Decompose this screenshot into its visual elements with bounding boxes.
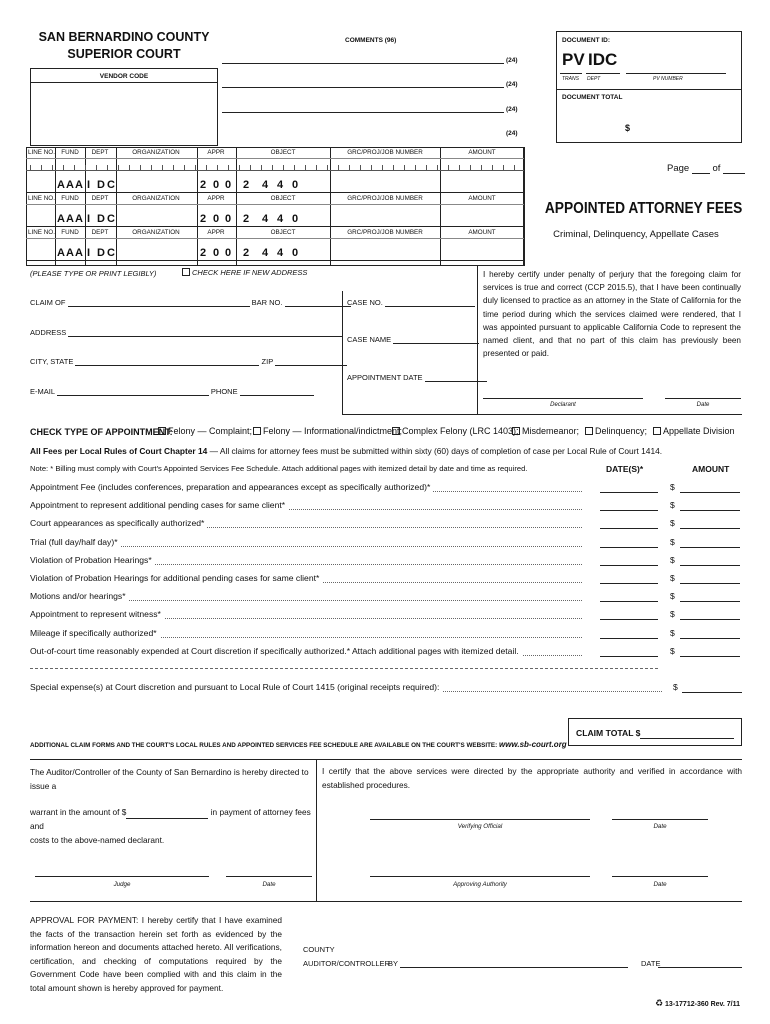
- new-address-label: CHECK HERE IF NEW ADDRESS: [192, 268, 308, 277]
- auditor-text3: costs to the above-named declarant.: [30, 835, 165, 845]
- address-field[interactable]: [68, 336, 343, 337]
- fee-item-label: Violation of Probation Hearings*: [30, 555, 155, 565]
- bar-no-label: BAR NO.: [251, 298, 283, 307]
- dates-header: DATE(S)*: [606, 464, 644, 474]
- declarant-date-line[interactable]: [665, 398, 741, 399]
- verification-text: I certify that the above services were directed by the appropriate authority and verified in accordance with established procedures.: [322, 766, 742, 790]
- complex-felony-checkbox[interactable]: [392, 427, 400, 435]
- verifying-date-line[interactable]: [612, 819, 708, 820]
- fee-item-row: [30, 607, 742, 625]
- document-id-box: [556, 31, 742, 143]
- grid-column-label: FUND: [61, 195, 79, 202]
- comment-limit: (24): [506, 130, 518, 137]
- appr-code-char: 0: [225, 213, 232, 225]
- appt-option-felony-info: [253, 426, 402, 436]
- grid-column-label: APPR: [207, 229, 225, 236]
- option-label: Felony — Informational/indictment;: [263, 426, 403, 436]
- appointment-date-label: APPOINTMENT DATE: [347, 373, 423, 382]
- fee-item-amount-field[interactable]: [680, 528, 740, 529]
- appr-code-char: 0: [213, 247, 220, 259]
- appr-code-char: 0: [225, 179, 232, 191]
- fee-item-dates-field[interactable]: [600, 510, 658, 511]
- grid-column-label: ORGANIZATION: [132, 195, 180, 202]
- amount-header: AMOUNT: [692, 464, 730, 474]
- judge-label: Judge: [113, 881, 131, 888]
- fee-item-dollar: $: [670, 482, 675, 492]
- appr-code-char: 0: [213, 179, 220, 191]
- judge-date-line[interactable]: [226, 876, 312, 877]
- fee-item-label: Appointment to represent witness*: [30, 609, 164, 619]
- page-number: [667, 163, 745, 174]
- grid-column-label: DEPT: [91, 149, 109, 156]
- approval-text: APPROVAL FOR PAYMENT: I hereby certify that I have examined the facts of the transaction herein set forth as evidenced by the information hereon and documents attached hereto. All verifications, certification, and checking of computations required by the Government Code have been complied with and this claim in the total amount shown is hereby approved for payment.: [30, 915, 282, 993]
- verifying-official-label: Verifying Official: [457, 823, 503, 830]
- dept-code-char: I: [87, 213, 91, 225]
- grid-column-label: APPR: [207, 195, 225, 202]
- print-note: (PLEASE TYPE OR PRINT LEGIBLY): [30, 269, 157, 278]
- dept-code-char: I: [87, 247, 91, 259]
- appt-option-complex-felony: [392, 426, 519, 436]
- fund-code-char: A: [66, 213, 74, 225]
- fee-item-dollar: $: [670, 536, 675, 547]
- recycle-icon: ♻: [655, 998, 664, 1008]
- fee-item-amount-field[interactable]: [680, 619, 740, 620]
- grid-column-label: LINE NO.: [28, 229, 55, 236]
- grid-column-label: DEPT: [91, 229, 109, 236]
- dept-code-char: D: [97, 179, 105, 191]
- object-code-char: 4: [277, 247, 284, 259]
- fee-item-label: Appointment Fee (includes conferences, preparation and appearances except as specifically authorized)*: [30, 482, 433, 492]
- form-title: APPOINTED ATTORNEY FEES: [544, 200, 743, 217]
- approval-date-line[interactable]: [658, 967, 742, 968]
- fee-item-dates-field[interactable]: [600, 601, 658, 602]
- zip-field[interactable]: [275, 365, 347, 366]
- dept-code-char: C: [107, 213, 115, 225]
- court-name-line2: SUPERIOR COURT: [67, 47, 181, 61]
- grid-column-label: OBJECT: [270, 229, 296, 236]
- comment-limit: (24): [506, 57, 518, 64]
- object-code-char: 0: [292, 179, 299, 191]
- approval-date-label: DATE: [641, 959, 661, 968]
- fee-item-dollar: $: [670, 609, 675, 620]
- misdemeanor-checkbox[interactable]: [512, 427, 520, 435]
- felony-info-checkbox[interactable]: [253, 427, 261, 435]
- delinquency-checkbox[interactable]: [585, 427, 593, 435]
- comment-limit: (24): [506, 81, 518, 88]
- address-label: ADDRESS: [30, 328, 67, 337]
- grid-column-label: LINE NO.: [28, 195, 55, 202]
- appt-option-felony-complaint: [158, 426, 252, 436]
- fee-item-dollar: $: [670, 573, 675, 583]
- website-link[interactable]: www.sb-court.org: [498, 740, 567, 749]
- appr-code-char: 2: [200, 213, 207, 225]
- pv-number-label: PV NUMBER: [653, 76, 683, 82]
- fee-item-dollar: $: [670, 645, 675, 656]
- option-label: Felony — Complaint;: [168, 426, 253, 436]
- approving-date-line[interactable]: [612, 876, 708, 877]
- option-label: Delinquency;: [595, 426, 648, 436]
- fee-item-row: [30, 644, 742, 662]
- appointment-date-row: [347, 373, 487, 382]
- fund-code-char: A: [66, 179, 74, 191]
- fee-item-dates-field[interactable]: [600, 656, 658, 657]
- fee-item-label: Trial (full day/half day)*: [30, 537, 121, 547]
- grid-column-label: AMOUNT: [468, 149, 496, 156]
- page-total-field[interactable]: [723, 173, 745, 174]
- court-name-line1: SAN BERNARDINO COUNTY: [38, 30, 210, 44]
- judge-signature-line[interactable]: [35, 876, 209, 877]
- case-name-label: CASE NAME: [347, 335, 392, 344]
- grid-entry-line[interactable]: [26, 226, 524, 227]
- grid-column-label: LINE NO.: [28, 149, 55, 156]
- fee-item-dollar: $: [670, 518, 675, 529]
- option-label: Complex Felony (LRC 1403);: [402, 426, 519, 436]
- object-code-char: 2: [243, 213, 250, 225]
- grid-column-label: GRC/PROJ/JOB NUMBER: [347, 149, 423, 156]
- by-label: BY: [388, 959, 399, 968]
- object-code-char: 2: [243, 179, 250, 191]
- city-state-label: CITY, STATE: [30, 357, 74, 366]
- fee-item-label: Violation of Probation Hearings for additional pending cases for same client*: [30, 573, 322, 583]
- fee-item-amount-field[interactable]: [680, 510, 740, 511]
- grid-column-label: AMOUNT: [468, 229, 496, 236]
- city-state-field[interactable]: [75, 365, 259, 366]
- grid-column-label: ORGANIZATION: [132, 229, 180, 236]
- trans-label: TRANS: [562, 76, 579, 82]
- page-field[interactable]: [692, 173, 710, 174]
- form-subtitle: Criminal, Delinquency, Appellate Cases: [553, 229, 719, 240]
- dept-code-char: D: [97, 247, 105, 259]
- judge-date-label: Date: [262, 881, 276, 888]
- declarant-signature-line[interactable]: [483, 398, 643, 399]
- doc-code-trans: PV: [562, 50, 585, 69]
- fee-item-amount-field[interactable]: [680, 638, 740, 639]
- comment-limit: (24): [506, 106, 518, 113]
- form-number-text: 13-17712-360 Rev. 7/11: [665, 1001, 741, 1008]
- fund-code-char: A: [57, 213, 65, 225]
- grid-entry-line[interactable]: [26, 260, 524, 261]
- fee-item-amount-field[interactable]: [680, 656, 740, 657]
- fee-item-dollar: $: [670, 627, 675, 638]
- vendor-code-label: VENDOR CODE: [99, 73, 149, 80]
- object-code-char: 4: [277, 213, 284, 225]
- appt-option-delinquency: [585, 426, 647, 436]
- fee-item-row: [30, 626, 742, 644]
- fee-item-amount-field[interactable]: [680, 565, 740, 566]
- appointment-type-label: CHECK TYPE OF APPOINTMENT:: [30, 427, 173, 437]
- grid-column-label: OBJECT: [270, 149, 296, 156]
- appr-code-char: 2: [200, 247, 207, 259]
- bar-no-field[interactable]: [285, 306, 351, 307]
- fee-item-row: [30, 498, 742, 516]
- claim-of-field[interactable]: [68, 306, 250, 307]
- local-rules-rest: — All claims for attorney fees must be submitted within sixty (60) days of completion of case per Local Rule of Court 1414.: [207, 446, 663, 456]
- fee-item-label: Out-of-court time reasonably expended at Court discretion if specifically authorized.* Attach additional pages with itemized detail.: [30, 646, 522, 656]
- claim-total-field[interactable]: [640, 738, 734, 739]
- appt-option-appellate: [653, 426, 735, 436]
- billing-note: Note: * Billing must comply with Court's Appointed Services Fee Schedule. Attach additional pages with itemized detail by date and time as required.: [30, 464, 528, 473]
- grid-entry-line[interactable]: [26, 192, 524, 193]
- of-label: of: [712, 163, 721, 174]
- fee-item-dollar: $: [670, 554, 675, 565]
- grid-column-label: APPR: [207, 149, 225, 156]
- grid-column-label: OBJECT: [270, 195, 296, 202]
- fee-item-label: Mileage if specifically authorized*: [30, 628, 160, 638]
- object-code-char: 4: [262, 247, 269, 259]
- object-code-char: 0: [292, 213, 299, 225]
- auditor-by-line[interactable]: [400, 967, 628, 968]
- fund-code-char: A: [57, 179, 65, 191]
- fee-item-label: Court appearances as specifically authorized*: [30, 518, 207, 528]
- email-row: [30, 387, 314, 396]
- fee-item-dates-field[interactable]: [600, 619, 658, 620]
- new-address-checkbox[interactable]: [182, 268, 190, 276]
- website-note-text: ADDITIONAL CLAIM FORMS AND THE COURT'S LOCAL RULES AND APPOINTED SERVICES FEE SCHEDULE ARE AVAILABLE ON THE COURT'S WEBSITE:: [30, 742, 498, 749]
- case-no-label: CASE NO.: [347, 298, 383, 307]
- verifying-date-label: Date: [653, 823, 667, 830]
- object-code-char: 4: [262, 179, 269, 191]
- declarant-label: Declarant: [550, 402, 576, 408]
- document-id-label: DOCUMENT ID:: [562, 37, 611, 44]
- fee-item-dates-field[interactable]: [600, 638, 658, 639]
- fund-code-char: A: [75, 247, 83, 259]
- fee-item-amount-field[interactable]: [680, 601, 740, 602]
- fee-item-dates-field[interactable]: [600, 565, 658, 566]
- case-no-field[interactable]: [385, 306, 475, 307]
- appt-option-misdemeanor: [512, 426, 579, 436]
- declarant-date-label: Date: [696, 402, 710, 408]
- fee-item-dollar: $: [670, 591, 675, 602]
- new-address-option: [182, 268, 307, 277]
- fee-item-dollar: $: [670, 500, 675, 511]
- auditor-text1: The Auditor/Controller of the County of San Bernardino is hereby directed to issue a: [30, 767, 309, 791]
- verifying-official-line[interactable]: [370, 819, 590, 820]
- approving-date-label: Date: [653, 881, 667, 888]
- fee-item-dates-field[interactable]: [600, 547, 658, 548]
- fee-item-row: [30, 480, 742, 498]
- zip-label: ZIP: [261, 357, 274, 366]
- fee-item-dates-field[interactable]: [600, 528, 658, 529]
- auditor-text2a: warrant in the amount of $: [30, 807, 127, 817]
- special-expense-label: Special expense(s) at Court discretion and pursuant to Local Rule of Court 1415 (original receipts required):: [30, 682, 442, 692]
- grid-column-label: AMOUNT: [468, 195, 496, 202]
- dept-code-char: C: [107, 247, 115, 259]
- appr-code-char: 0: [225, 247, 232, 259]
- certification-text: I hereby certify under penalty of perjury that the foregoing claim for services is true and correct (CCP 2015.5), that I have been continually duly licensed to practice as an attorney in the State of California for the time period during which the services claimed were rendered, that I was appointed pursuant to applicable California Code to represent the named client, and that no part of this claim has previously been presented or paid.: [483, 270, 741, 359]
- special-expense-row: Special expense(s) at Court discretion and pursuant to Local Rule of Court 1415 (original receipts required): $: [30, 680, 742, 698]
- local-rules-text: [30, 446, 662, 456]
- dept-code-char: I: [87, 179, 91, 191]
- fund-code-char: A: [75, 179, 83, 191]
- pv-number-line[interactable]: [626, 73, 726, 74]
- object-code-char: 2: [243, 247, 250, 259]
- fee-item-amount-field[interactable]: [680, 547, 740, 548]
- approving-authority-label: Approving Authority: [453, 881, 507, 888]
- claim-total-label: CLAIM TOTAL $: [576, 728, 641, 738]
- comments-label: COMMENTS (96): [345, 37, 397, 44]
- special-expense-amount[interactable]: [682, 692, 742, 693]
- grid-column-label: GRC/PROJ/JOB NUMBER: [347, 229, 423, 236]
- fee-item-dates-field[interactable]: [600, 492, 658, 493]
- object-code-char: 4: [277, 179, 284, 191]
- dept-label: DEPT: [587, 76, 601, 82]
- comment-line[interactable]: [222, 87, 504, 88]
- phone-field[interactable]: [240, 395, 314, 396]
- fee-item-label: Appointment to represent additional pending cases for same client*: [30, 500, 288, 510]
- auditor-text2b: in payment of attorney fees and: [30, 807, 311, 831]
- document-total-label: DOCUMENT TOTAL: [562, 94, 623, 101]
- fee-item-row: [30, 589, 742, 607]
- fee-item-dates-field[interactable]: [600, 583, 658, 584]
- doc-code-dept: IDC: [588, 50, 618, 69]
- fee-item-row: [30, 553, 742, 571]
- case-name-field[interactable]: [393, 343, 479, 344]
- email-label: E-MAIL: [30, 387, 55, 396]
- fee-item-row: [30, 535, 742, 553]
- fee-item-row: [30, 571, 742, 589]
- warrant-amount-field[interactable]: [126, 818, 208, 819]
- claim-of-label: CLAIM OF: [30, 298, 66, 307]
- city-row: [30, 357, 347, 366]
- fee-item-row: [30, 516, 742, 534]
- phone-label: PHONE: [210, 387, 238, 396]
- case-name-row: [347, 335, 479, 344]
- object-code-char: 0: [292, 247, 299, 259]
- auditor-controller-label: AUDITOR/CONTROLLER: [303, 959, 390, 968]
- dept-code-char: C: [107, 179, 115, 191]
- comment-line[interactable]: [222, 63, 504, 64]
- appellate-checkbox[interactable]: [653, 427, 661, 435]
- grid-column-label: FUND: [61, 149, 79, 156]
- address-row: [30, 328, 343, 337]
- email-field[interactable]: [57, 395, 209, 396]
- felony-complaint-checkbox[interactable]: [158, 427, 166, 435]
- fund-code-char: A: [66, 247, 74, 259]
- grid-column-label: DEPT: [91, 195, 109, 202]
- comment-line[interactable]: [222, 112, 504, 113]
- option-label: Misdemeanor;: [522, 426, 580, 436]
- approving-authority-line[interactable]: [370, 876, 590, 877]
- case-no-row: [347, 298, 475, 307]
- grid-column-label: GRC/PROJ/JOB NUMBER: [347, 195, 423, 202]
- website-note: [30, 740, 567, 749]
- grid-column-label: FUND: [61, 229, 79, 236]
- auditor-directive: [30, 765, 312, 847]
- fund-code-char: A: [75, 213, 83, 225]
- form-number: [655, 998, 740, 1009]
- object-code-char: 4: [262, 213, 269, 225]
- fee-item-label: Motions and/or hearings*: [30, 591, 129, 601]
- option-label: Appellate Division: [663, 426, 735, 436]
- page-label: Page: [667, 163, 690, 174]
- dept-code-char: D: [97, 213, 105, 225]
- local-rules-bold: All Fees per Local Rules of Court Chapter 14: [30, 446, 208, 456]
- document-total-dollar: $: [625, 123, 631, 133]
- appr-code-char: 2: [200, 179, 207, 191]
- grid-column-label: ORGANIZATION: [132, 149, 180, 156]
- appr-code-char: 0: [213, 213, 220, 225]
- fund-code-char: A: [57, 247, 65, 259]
- county-label: COUNTY: [303, 945, 335, 954]
- fee-item-amount-field[interactable]: [680, 492, 740, 493]
- claim-of-row: [30, 298, 351, 307]
- fee-item-amount-field[interactable]: [680, 583, 740, 584]
